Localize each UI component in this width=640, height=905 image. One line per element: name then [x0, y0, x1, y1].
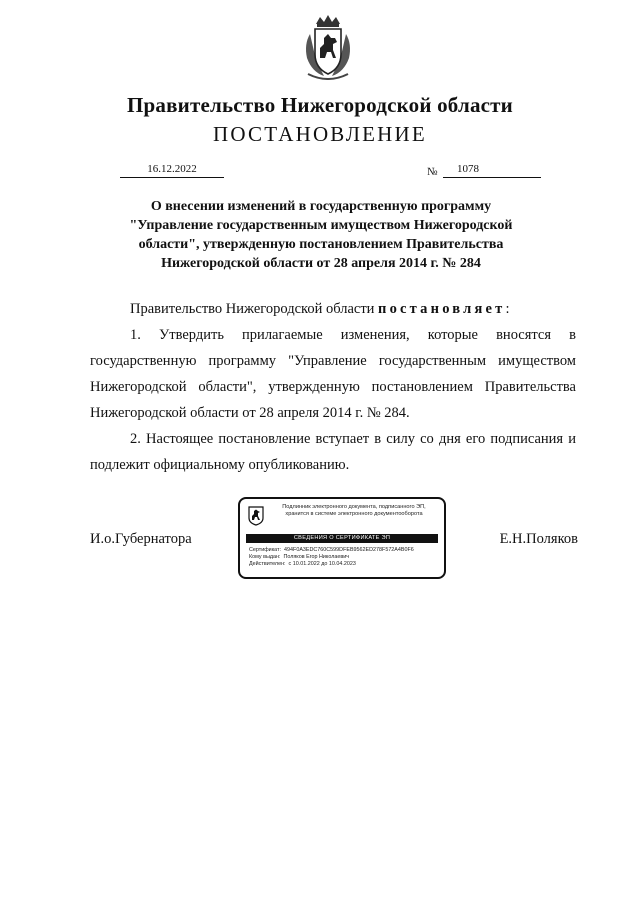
certificate-label: Сертификат:: [249, 547, 282, 553]
item-1: 1. Утвердить прилагаемые изменения, которые вносятся в государственную программу "Управление государственным имуществом Нижегородской области", утвержденную постановлением Правительства Нижегородской области от 28 апреля 2014 г. № 284.: [90, 327, 576, 421]
electronic-signature-stamp: [238, 497, 446, 579]
stamp-header-line: Подлинник электронного документа, подписанного ЭП,: [282, 504, 426, 510]
certificate-row: [249, 547, 441, 554]
preamble-colon: :: [505, 301, 510, 317]
certificate-info-bar: СВЕДЕНИЯ О СЕРТИФИКАТЕ ЭП: [246, 534, 438, 543]
signatory-name: Е.Н.Поляков: [499, 531, 578, 547]
certificate-value: 494F0A3EDC760C599DFEB9562ED278F572A4B0F6: [284, 547, 414, 553]
item-2: 2. Настоящее постановление вступает в силу со дня его подписания и подлежит официальному опубликованию.: [90, 431, 576, 473]
document-date: 16.12.2022: [120, 163, 224, 178]
stamp-header-line: хранится в системе электронного документооборота: [285, 511, 423, 518]
organization-name: Правительство Нижегородской области: [127, 93, 513, 117]
title-line: О внесении изменений в государственную программу: [150, 199, 492, 214]
document-number-field: [443, 163, 541, 178]
validity-value: с 10.01.2022 до 10.04.2023: [288, 561, 356, 567]
issued-to-value: Поляков Егор Николаевич: [283, 554, 350, 560]
validity-row: [249, 561, 441, 568]
signatory-position: И.о.Губернатора: [90, 531, 192, 547]
title-line: Нижегородской области от 28 апреля 2014 г. № 284: [161, 256, 481, 271]
title-line: "Управление государственным имуществом Нижегородской: [129, 218, 513, 233]
document-title: [100, 197, 542, 273]
issued-to-label: Кому выдан:: [249, 554, 281, 560]
stamp-header: [266, 504, 442, 519]
title-line: области", утвержденную постановлением Правительства: [138, 237, 504, 252]
number-sign: №: [427, 166, 438, 178]
document-type: ПОСТАНОВЛЕНИЕ: [213, 122, 427, 146]
regional-crest-icon: [248, 506, 264, 526]
preamble-text: Правительство Нижегородской области: [130, 301, 379, 317]
document-number: 1078: [457, 163, 479, 175]
preamble-verb: постановляет: [378, 301, 506, 317]
document-body: [90, 296, 576, 478]
preamble: [90, 296, 576, 322]
issued-to-row: [249, 554, 441, 561]
coat-of-arms-emblem: [302, 14, 354, 80]
validity-label: Действителен:: [249, 561, 286, 567]
certificate-details: [249, 547, 441, 568]
